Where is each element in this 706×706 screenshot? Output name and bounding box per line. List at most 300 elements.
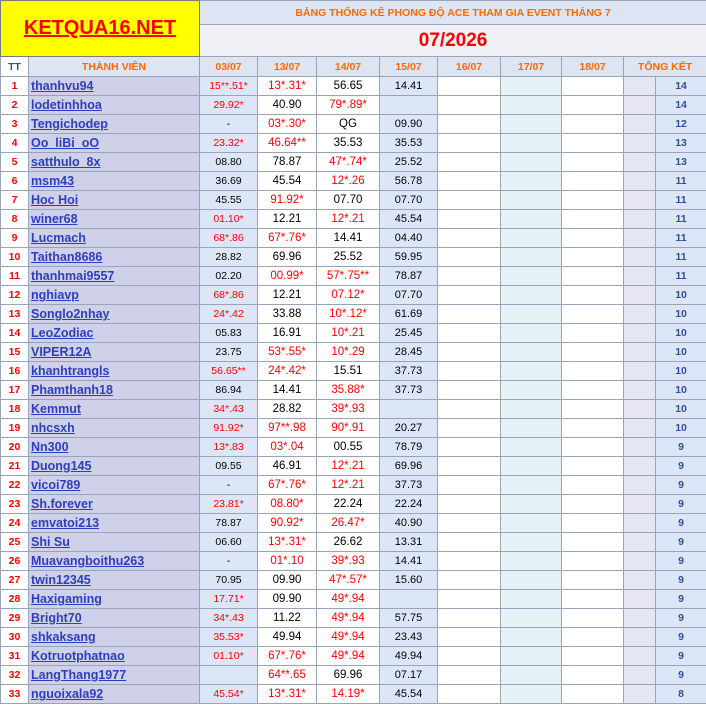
score-1707: [501, 533, 562, 552]
score-0307: 09.55: [200, 457, 258, 476]
total-score: 11: [656, 229, 706, 248]
table-row: [1, 153, 706, 172]
score-1607: [438, 134, 501, 153]
member-name-link[interactable]: Oo_liBi_oO: [29, 134, 200, 153]
member-name-link[interactable]: Lucmach: [29, 229, 200, 248]
score-1307: 53*.55*: [258, 343, 317, 362]
score-1607: [438, 153, 501, 172]
spacer-cell: [624, 77, 656, 96]
score-0307: 68*.86: [200, 286, 258, 305]
score-1507: 37.73: [380, 381, 438, 400]
score-1607: [438, 628, 501, 647]
table-row: [1, 666, 706, 685]
score-1407: 47*.74*: [317, 153, 380, 172]
member-name-link[interactable]: Shi Su: [29, 533, 200, 552]
score-1607: [438, 457, 501, 476]
score-1307: 11.22: [258, 609, 317, 628]
member-name-link[interactable]: Kemmut: [29, 400, 200, 419]
score-1707: [501, 343, 562, 362]
table-row: [1, 533, 706, 552]
member-name-link[interactable]: twin12345: [29, 571, 200, 590]
table-row: [1, 647, 706, 666]
row-number: 15: [1, 343, 29, 362]
score-1507: 07.17: [380, 666, 438, 685]
score-1507: [380, 96, 438, 115]
member-name-link[interactable]: nghiavp: [29, 286, 200, 305]
total-score: 13: [656, 153, 706, 172]
table-row: [1, 305, 706, 324]
score-1507: 78.87: [380, 267, 438, 286]
score-1607: [438, 324, 501, 343]
score-1707: [501, 495, 562, 514]
total-score: 11: [656, 210, 706, 229]
total-score: 9: [656, 495, 706, 514]
score-0307: 23.75: [200, 343, 258, 362]
row-number: 30: [1, 628, 29, 647]
spacer-cell: [624, 381, 656, 400]
spacer-cell: [624, 571, 656, 590]
score-1707: [501, 191, 562, 210]
row-number: 18: [1, 400, 29, 419]
member-name-link[interactable]: Hoc Hoi: [29, 191, 200, 210]
table-row: [1, 457, 706, 476]
total-score: 10: [656, 343, 706, 362]
score-1407: 35.88*: [317, 381, 380, 400]
member-name-link[interactable]: thanhmai9557: [29, 267, 200, 286]
score-1307: 33.88: [258, 305, 317, 324]
table-row: [1, 495, 706, 514]
total-score: 10: [656, 381, 706, 400]
score-1307: 67*.76*: [258, 476, 317, 495]
spacer-cell: [624, 343, 656, 362]
score-1707: [501, 457, 562, 476]
score-1707: [501, 172, 562, 191]
score-1607: [438, 590, 501, 609]
spacer-cell: [624, 628, 656, 647]
score-1407: 49*.94: [317, 628, 380, 647]
score-0307: 91.92*: [200, 419, 258, 438]
score-1607: [438, 647, 501, 666]
row-number: 27: [1, 571, 29, 590]
score-0307: 86.94: [200, 381, 258, 400]
score-1307: 03*.30*: [258, 115, 317, 134]
row-number: 7: [1, 191, 29, 210]
score-1307: 97**.98: [258, 419, 317, 438]
score-1807: [562, 115, 624, 134]
score-1307: 09.90: [258, 590, 317, 609]
score-1607: [438, 419, 501, 438]
score-1807: [562, 191, 624, 210]
row-number: 28: [1, 590, 29, 609]
member-name-link[interactable]: lodetinhhoa: [29, 96, 200, 115]
row-number: 17: [1, 381, 29, 400]
row-number: 13: [1, 305, 29, 324]
spacer-cell: [624, 248, 656, 267]
score-1307: 78.87: [258, 153, 317, 172]
score-1707: [501, 96, 562, 115]
score-1407: 12*.26: [317, 172, 380, 191]
score-1807: [562, 628, 624, 647]
total-score: 9: [656, 552, 706, 571]
score-1707: [501, 153, 562, 172]
score-0307: [200, 666, 258, 685]
score-1807: [562, 590, 624, 609]
score-1807: [562, 172, 624, 191]
score-1307: 03*.04: [258, 438, 317, 457]
spacer-cell: [624, 438, 656, 457]
score-1307: 14.41: [258, 381, 317, 400]
header-date-1507: 15/07: [380, 57, 438, 77]
score-1807: [562, 77, 624, 96]
score-1707: [501, 590, 562, 609]
score-1407: 26.47*: [317, 514, 380, 533]
score-1507: 22.24: [380, 495, 438, 514]
header-tt: TT: [1, 57, 29, 77]
member-name-link[interactable]: khanhtrangls: [29, 362, 200, 381]
spacer-cell: [624, 210, 656, 229]
score-1807: [562, 571, 624, 590]
score-1707: [501, 115, 562, 134]
score-1607: [438, 571, 501, 590]
total-score: 9: [656, 590, 706, 609]
score-1707: [501, 77, 562, 96]
spacer-cell: [624, 419, 656, 438]
spacer-cell: [624, 191, 656, 210]
member-name-link[interactable]: Haxigaming: [29, 590, 200, 609]
score-1507: 45.54: [380, 210, 438, 229]
row-number: 20: [1, 438, 29, 457]
score-1807: [562, 685, 624, 704]
row-number: 23: [1, 495, 29, 514]
score-1507: 61.69: [380, 305, 438, 324]
score-1507: 37.73: [380, 362, 438, 381]
score-1307: 46.64**: [258, 134, 317, 153]
score-0307: 68*.86: [200, 229, 258, 248]
site-logo[interactable]: KETQUA16.NET: [1, 1, 200, 57]
score-1707: [501, 210, 562, 229]
month-label: 07/2026: [200, 25, 706, 57]
score-1807: [562, 153, 624, 172]
table-row: [1, 381, 706, 400]
member-name-link[interactable]: thanhvu94: [29, 77, 200, 96]
score-1307: 12.21: [258, 210, 317, 229]
score-1807: [562, 96, 624, 115]
total-score: 10: [656, 305, 706, 324]
score-1607: [438, 495, 501, 514]
row-number: 12: [1, 286, 29, 305]
score-0307: 45.55: [200, 191, 258, 210]
total-score: 9: [656, 438, 706, 457]
member-name-link[interactable]: Taithan8686: [29, 248, 200, 267]
spacer-cell: [624, 96, 656, 115]
score-1607: [438, 381, 501, 400]
score-0307: 01.10*: [200, 210, 258, 229]
score-1407: 49*.94: [317, 590, 380, 609]
header-date-1607: 16/07: [438, 57, 501, 77]
table-row: [1, 248, 706, 267]
score-1407: 07.12*: [317, 286, 380, 305]
score-0307: 17.71*: [200, 590, 258, 609]
member-name-link[interactable]: nhcsxh: [29, 419, 200, 438]
table-row: [1, 210, 706, 229]
table-row: [1, 476, 706, 495]
table-row: [1, 115, 706, 134]
row-number: 4: [1, 134, 29, 153]
header-date-1707: 17/07: [501, 57, 562, 77]
score-0307: 36.69: [200, 172, 258, 191]
score-1807: [562, 305, 624, 324]
score-1707: [501, 438, 562, 457]
total-score: 10: [656, 419, 706, 438]
row-number: 21: [1, 457, 29, 476]
score-1407: 15.51: [317, 362, 380, 381]
score-1407: 14.41: [317, 229, 380, 248]
score-0307: 56.65**: [200, 362, 258, 381]
score-1407: 39*.93: [317, 400, 380, 419]
member-name-link[interactable]: VIPER12A: [29, 343, 200, 362]
total-score: 10: [656, 324, 706, 343]
row-number: 22: [1, 476, 29, 495]
score-0307: 29.92*: [200, 96, 258, 115]
score-0307: 78.87: [200, 514, 258, 533]
score-1607: [438, 229, 501, 248]
score-1407: 49*.94: [317, 609, 380, 628]
score-0307: 05.83: [200, 324, 258, 343]
score-1607: [438, 305, 501, 324]
score-1707: [501, 419, 562, 438]
score-1607: [438, 267, 501, 286]
score-1607: [438, 362, 501, 381]
table-row: [1, 134, 706, 153]
spacer-cell: [624, 533, 656, 552]
row-number: 16: [1, 362, 29, 381]
row-number: 2: [1, 96, 29, 115]
score-0307: 34*.43: [200, 400, 258, 419]
score-0307: 01.10*: [200, 647, 258, 666]
score-1807: [562, 476, 624, 495]
score-1807: [562, 362, 624, 381]
table-row: [1, 552, 706, 571]
score-1507: 07.70: [380, 286, 438, 305]
score-0307: 28.82: [200, 248, 258, 267]
score-1707: [501, 571, 562, 590]
row-number: 19: [1, 419, 29, 438]
member-name-link[interactable]: shkaksang: [29, 628, 200, 647]
score-1407: 49*.94: [317, 647, 380, 666]
score-1307: 13*.31*: [258, 685, 317, 704]
score-1607: [438, 533, 501, 552]
score-1407: 56.65: [317, 77, 380, 96]
page-title: BẢNG THỐNG KÊ PHONG ĐỘ ACE THAM GIA EVENT THÁNG 7: [200, 1, 706, 25]
score-1807: [562, 495, 624, 514]
score-1807: [562, 343, 624, 362]
total-score: 9: [656, 476, 706, 495]
score-1307: 49.94: [258, 628, 317, 647]
score-1807: [562, 552, 624, 571]
table-row: [1, 571, 706, 590]
header-member: THÀNH VIÊN: [29, 57, 200, 77]
score-1507: 69.96: [380, 457, 438, 476]
member-name-link[interactable]: LeoZodiac: [29, 324, 200, 343]
spacer-cell: [624, 552, 656, 571]
header-date-0307: 03/07: [200, 57, 258, 77]
spacer-cell: [624, 609, 656, 628]
member-name-link[interactable]: nguoixala92: [29, 685, 200, 704]
score-1507: 78.79: [380, 438, 438, 457]
score-1507: [380, 400, 438, 419]
member-name-link[interactable]: Tengichodep: [29, 115, 200, 134]
score-1307: 91.92*: [258, 191, 317, 210]
score-1807: [562, 666, 624, 685]
table-row: [1, 419, 706, 438]
row-number: 9: [1, 229, 29, 248]
total-score: 11: [656, 191, 706, 210]
table-row: [1, 362, 706, 381]
score-1307: 09.90: [258, 571, 317, 590]
total-score: 9: [656, 647, 706, 666]
score-1607: [438, 666, 501, 685]
score-1607: [438, 400, 501, 419]
score-1607: [438, 248, 501, 267]
total-score: 10: [656, 286, 706, 305]
total-score: 10: [656, 362, 706, 381]
score-1707: [501, 685, 562, 704]
score-1507: 15.60: [380, 571, 438, 590]
table-row: [1, 438, 706, 457]
total-score: 9: [656, 571, 706, 590]
score-1407: QG: [317, 115, 380, 134]
member-name-link[interactable]: Duong145: [29, 457, 200, 476]
member-name-link[interactable]: Nn300: [29, 438, 200, 457]
table-row: [1, 96, 706, 115]
score-0307: -: [200, 552, 258, 571]
member-name-link[interactable]: Bright70: [29, 609, 200, 628]
member-name-link[interactable]: vicoi789: [29, 476, 200, 495]
spacer-cell: [624, 115, 656, 134]
score-1707: [501, 628, 562, 647]
score-0307: 02.20: [200, 267, 258, 286]
member-name-link[interactable]: Kotruotphatnao: [29, 647, 200, 666]
score-1807: [562, 267, 624, 286]
spacer-cell: [624, 286, 656, 305]
member-name-link[interactable]: Phamthanh18: [29, 381, 200, 400]
score-1507: 49.94: [380, 647, 438, 666]
member-name-link[interactable]: winer68: [29, 210, 200, 229]
member-name-link[interactable]: Sh.forever: [29, 495, 200, 514]
score-1807: [562, 381, 624, 400]
score-1807: [562, 134, 624, 153]
spacer-cell: [624, 400, 656, 419]
score-1707: [501, 267, 562, 286]
row-number: 14: [1, 324, 29, 343]
score-1407: 10*.21: [317, 324, 380, 343]
score-1307: 46.91: [258, 457, 317, 476]
table-row: [1, 267, 706, 286]
score-1607: [438, 191, 501, 210]
total-score: 11: [656, 248, 706, 267]
score-1707: [501, 305, 562, 324]
score-1607: [438, 609, 501, 628]
score-0307: 06.60: [200, 533, 258, 552]
score-1507: 59.95: [380, 248, 438, 267]
spacer-cell: [624, 362, 656, 381]
header-date-1407: 14/07: [317, 57, 380, 77]
score-0307: 08.80: [200, 153, 258, 172]
total-score: 9: [656, 666, 706, 685]
score-1807: [562, 286, 624, 305]
table-row: [1, 590, 706, 609]
score-1807: [562, 533, 624, 552]
score-1807: [562, 419, 624, 438]
table-row: [1, 400, 706, 419]
score-1507: 04.40: [380, 229, 438, 248]
score-1407: 07.70: [317, 191, 380, 210]
score-1307: 12.21: [258, 286, 317, 305]
score-1507: 14.41: [380, 77, 438, 96]
table-row: [1, 191, 706, 210]
total-score: 14: [656, 96, 706, 115]
spacer-cell: [624, 647, 656, 666]
score-1607: [438, 172, 501, 191]
member-name-link[interactable]: msm43: [29, 172, 200, 191]
score-1507: 56.78: [380, 172, 438, 191]
score-1707: [501, 476, 562, 495]
score-1407: 12*.21: [317, 210, 380, 229]
spacer-cell: [624, 476, 656, 495]
member-name-link[interactable]: LangThang1977: [29, 666, 200, 685]
total-score: 8: [656, 685, 706, 704]
spacer-cell: [624, 457, 656, 476]
spacer-cell: [624, 324, 656, 343]
header-total: TỔNG KẾT: [624, 57, 706, 77]
table-row: [1, 628, 706, 647]
score-1507: 07.70: [380, 191, 438, 210]
score-0307: 23.81*: [200, 495, 258, 514]
row-number: 11: [1, 267, 29, 286]
table-body: [1, 77, 706, 704]
table-row: [1, 77, 706, 96]
table-row: [1, 172, 706, 191]
score-1307: 28.82: [258, 400, 317, 419]
member-name-link[interactable]: Muavangboithu263: [29, 552, 200, 571]
row-number: 3: [1, 115, 29, 134]
score-1407: 14.19*: [317, 685, 380, 704]
score-1307: 45.54: [258, 172, 317, 191]
spacer-cell: [624, 153, 656, 172]
member-name-link[interactable]: emvatoi213: [29, 514, 200, 533]
score-1407: 26.62: [317, 533, 380, 552]
score-1507: 37.73: [380, 476, 438, 495]
score-0307: 24*.42: [200, 305, 258, 324]
table-row: [1, 286, 706, 305]
total-score: 10: [656, 400, 706, 419]
spacer-cell: [624, 514, 656, 533]
score-1707: [501, 381, 562, 400]
score-1807: [562, 400, 624, 419]
member-name-link[interactable]: Songlo2nhay: [29, 305, 200, 324]
row-number: 1: [1, 77, 29, 96]
score-1807: [562, 514, 624, 533]
score-1407: 12*.21: [317, 457, 380, 476]
score-1507: 14.41: [380, 552, 438, 571]
score-1407: 10*.29: [317, 343, 380, 362]
score-1407: 10*.12*: [317, 305, 380, 324]
score-1307: 08.80*: [258, 495, 317, 514]
spacer-cell: [624, 134, 656, 153]
score-1407: 57*.75**: [317, 267, 380, 286]
member-name-link[interactable]: satthulo_8x: [29, 153, 200, 172]
total-score: 13: [656, 134, 706, 153]
